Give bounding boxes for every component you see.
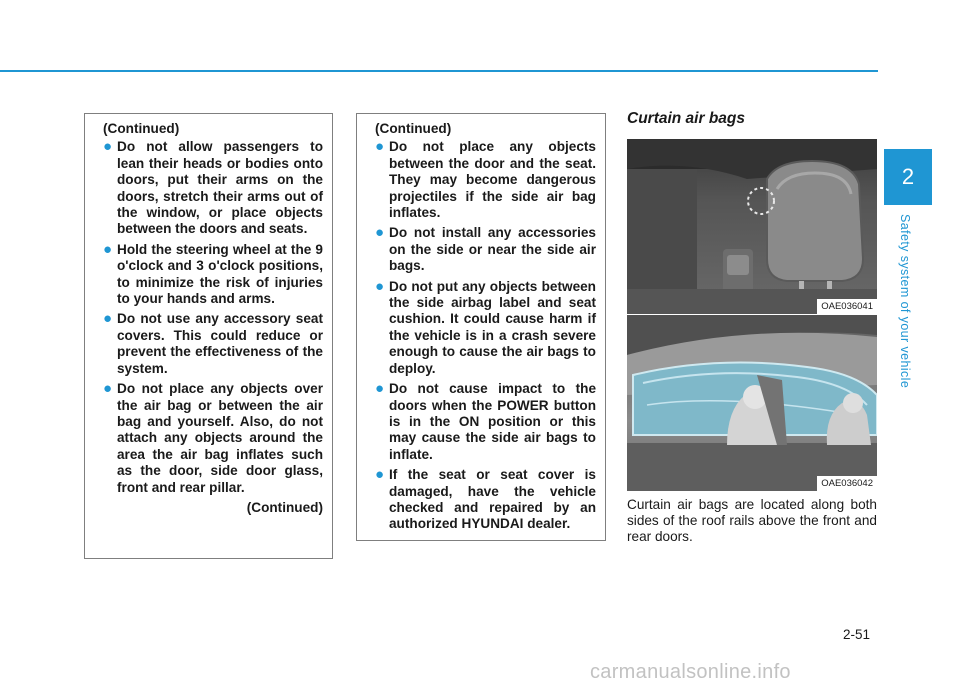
- list-item: [375, 225, 596, 274]
- list-item: [103, 242, 323, 308]
- page-number: 2-51: [843, 627, 871, 642]
- list-item-text: Do not use any accessory seat covers. This could reduce or prevent the effectiveness of the system.: [117, 311, 323, 376]
- list-item: [375, 279, 596, 377]
- photo-code: OAE036042: [817, 476, 877, 491]
- warning-list: [375, 139, 596, 532]
- curtain-airbag-photo: [627, 315, 877, 491]
- continued-heading: (Continued): [103, 121, 180, 136]
- bullet-icon: ●: [103, 138, 113, 156]
- chapter-label: Safety system of your vehicle: [898, 214, 912, 389]
- list-item: [103, 139, 323, 237]
- header-rule: [0, 70, 878, 72]
- list-item-text: Do not put any objects between the side airbag label and seat cushion. It could cause harm if the vehicle is in a crash severe enough to cause the air bags to deploy.: [389, 278, 596, 376]
- list-item: [103, 311, 323, 377]
- warning-list: [103, 139, 323, 496]
- photo-code: OAE036041: [817, 299, 877, 314]
- list-item-text: Do not place any objects over the air bag or between the air bag and yourself. Also, do not attach any objects around the area the air bag inflates such as the door, side door glass, front and rear pillar.: [117, 381, 323, 495]
- bullet-icon: ●: [375, 138, 385, 156]
- chapter-tab: 2: [884, 149, 932, 205]
- list-item: [375, 381, 596, 463]
- list-item-text: Hold the steering wheel at the 9 o'clock and 3 o'clock positions, to minimize the risk of injuries to your hands and arms.: [117, 241, 323, 307]
- watermark: carmanualsonline.info: [590, 661, 791, 683]
- bullet-icon: ●: [103, 380, 113, 398]
- list-item: [103, 381, 323, 496]
- description-paragraph: Curtain air bags are located along both sides of the roof rails above the front and rear doors.: [627, 497, 877, 545]
- headrest-airbag-photo: [627, 139, 877, 314]
- list-item: [375, 139, 596, 221]
- curtain-airbag-illustration: [627, 315, 877, 491]
- list-item-text: Do not cause impact to the doors when the POWER button is in the ON position or this may cause the side air bags to inflate.: [389, 381, 596, 462]
- bullet-icon: ●: [375, 277, 385, 295]
- bullet-icon: ●: [103, 240, 113, 258]
- continued-footer: (Continued): [246, 499, 323, 515]
- bullet-icon: ●: [375, 380, 385, 398]
- warning-box-left: [84, 113, 333, 559]
- bullet-icon: ●: [375, 466, 385, 484]
- list-item: [375, 467, 596, 533]
- list-item-text: Do not allow passengers to lean their heads or bodies onto doors, put their arms on the doors, stretch their arms out of the window, or place objects between the doors and seats.: [117, 139, 323, 237]
- list-item-text: Do not install any accessories on the side or near the side air bags.: [389, 225, 596, 274]
- headrest-airbag-illustration: [627, 139, 877, 314]
- continued-heading: (Continued): [375, 121, 452, 136]
- bullet-icon: ●: [375, 224, 385, 242]
- warning-box-middle: [356, 113, 606, 541]
- list-item-text: Do not place any objects between the door and the seat. They may become dangerous projectiles if the side air bag inflates.: [389, 139, 596, 221]
- section-title: Curtain air bags: [627, 110, 745, 127]
- bullet-icon: ●: [103, 310, 113, 328]
- list-item-text: If the seat or seat cover is damaged, have the vehicle checked and repaired by an authorized HYUNDAI dealer.: [389, 467, 596, 532]
